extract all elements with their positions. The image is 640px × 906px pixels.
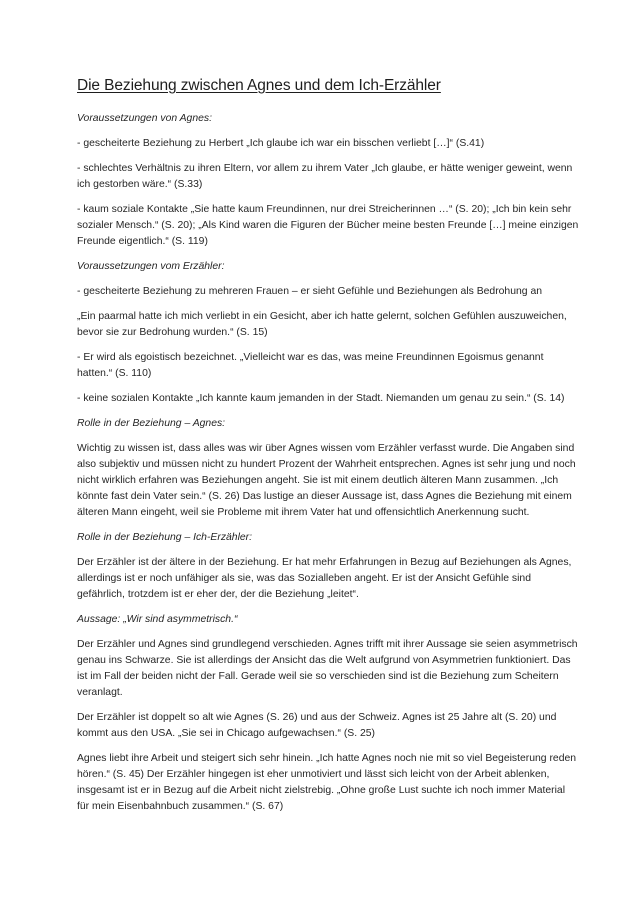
section-heading: Rolle in der Beziehung – Ich-Erzähler:	[77, 532, 253, 543]
section-asymmetry	[77, 612, 580, 815]
paragraph: Der Erzähler und Agnes sind grundlegend verschieden. Agnes trifft mit ihrer Aussage sie seien asymmetrisch genau ins Schwarze. Sie ist allerdings der Ansicht das die Welt aufgrund von Asymmetrien funktioniert. Das ist im Fall der beiden nicht der Fall. Gerade weil sie so verschieden sind ist die Beziehung zum Scheitern veranlagt.	[77, 639, 578, 698]
section-heading: Voraussetzungen vom Erzähler:	[77, 261, 225, 272]
section-role-agnes	[77, 416, 580, 521]
paragraph: Agnes liebt ihre Arbeit und steigert sich sehr hinein. „Ich hatte Agnes noch nie mit so viel Begeisterung reden hören.“ (S. 45) Der Erzähler hingegen ist eher unmotiviert und lässt sich leicht von der Arbeit ablenken, insgesamt ist er in Bezug auf die Arbeit nicht zielstrebig. „Ohne große Lust suchte ich noch immer Material für mein Eisenbahnbuch zusammen.“ (S. 67)	[77, 753, 577, 812]
paragraph: Der Erzähler ist der ältere in der Beziehung. Er hat mehr Erfahrungen in Bezug auf Beziehungen als Agnes, allerdings ist er noch unfähiger als sie, was das Sozialleben angeht. Er ist der Ansicht Gefühle sind gefährlich, trotzdem ist er eher der, der die Beziehung „leitet“.	[77, 557, 572, 600]
paragraph: - Er wird als egoistisch bezeichnet. „Vielleicht war es das, was meine Freundinnen Egoismus genannt hatten.“ (S. 110)	[77, 352, 544, 379]
section-agnes-prerequisites	[77, 111, 580, 250]
paragraph: „Ein paarmal hatte ich mich verliebt in ein Gesicht, aber ich hatte gelernt, solchen Gefühlen auszuweichen, bevor sie zur Bedrohung wurden.“ (S. 15)	[77, 311, 567, 338]
section-heading: Aussage: „Wir sind asymmetrisch.“	[77, 614, 238, 625]
paragraph: Wichtig zu wissen ist, dass alles was wir über Agnes wissen vom Erzähler verfasst wurde. Die Angaben sind also subjektiv und müssen nicht zu hundert Prozent der Wahrheit entsprechen. Agnes ist sehr jung und noch nicht wirklich erfahren was Beziehungen angeht. Sie ist mit einem deutlich älteren Mann zusammen. „Ich könnte fast dein Vater sein.“ (S. 26) Das lustige an dieser Aussage ist, dass Agnes die Beziehung mit einem älteren Mann eingeht, weil sie Probleme mit ihrem Vater hat und offensichtlich Anerkennung sucht.	[77, 443, 576, 518]
section-narrator-prerequisites	[77, 259, 580, 407]
document-title: Die Beziehung zwischen Agnes und dem Ich-Erzähler	[77, 77, 441, 94]
paragraph: - schlechtes Verhältnis zu ihren Eltern, vor allem zu ihrem Vater „Ich glaube, er hätte weniger geweint, wenn ich gestorben wäre.“ (S.33)	[77, 163, 573, 190]
paragraph: - keine sozialen Kontakte „Ich kannte kaum jemanden in der Stadt. Niemanden um genau zu sein.“ (S. 14)	[77, 393, 565, 404]
paragraph: - gescheiterte Beziehung zu Herbert „Ich glaube ich war ein bisschen verliebt […]“ (S.41)	[77, 138, 485, 149]
section-heading: Voraussetzungen von Agnes:	[77, 113, 212, 124]
paragraph: - gescheiterte Beziehung zu mehreren Frauen – er sieht Gefühle und Beziehungen als Bedrohung an	[77, 286, 542, 297]
section-heading: Rolle in der Beziehung – Agnes:	[77, 418, 226, 429]
paragraph: Der Erzähler ist doppelt so alt wie Agnes (S. 26) und aus der Schweiz. Agnes ist 25 Jahre alt (S. 20) und kommt aus den USA. „Sie sei in Chicago aufgewachsen.“ (S. 25)	[77, 712, 557, 739]
paragraph: - kaum soziale Kontakte „Sie hatte kaum Freundinnen, nur drei Streicherinnen …“ (S. 20); „Ich bin kein sehr sozialer Mensch.“ (S. 20); „Als Kind waren die Figuren der Bücher meine besten Freunde […] meine einzigen Freunde eigentlich.“ (S. 119)	[77, 204, 579, 247]
section-role-narrator	[77, 530, 580, 603]
